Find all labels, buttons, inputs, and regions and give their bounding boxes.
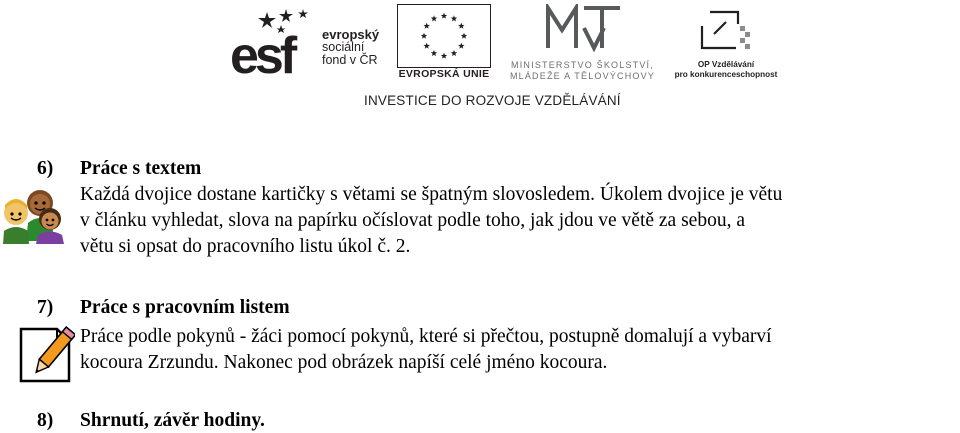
- msmt-logo: [500, 4, 665, 82]
- section-heading: [37, 410, 265, 432]
- msmt-line-1: MINISTERSTVO ŠKOLSTVÍ,: [511, 60, 654, 70]
- eu-star-icon: [431, 15, 437, 21]
- section-number: 8): [37, 410, 54, 431]
- paragraph-line: v článku vyhledat, slova na papírku očíslovat podle toho, jak jdou ve větě za sebou, a: [80, 210, 745, 231]
- eu-logo: [395, 4, 493, 82]
- section-number: 6): [37, 158, 54, 179]
- section-title: Shrnutí, závěr hodiny.: [80, 410, 265, 431]
- eu-label: EVROPSKÁ UNIE: [398, 68, 490, 80]
- op-emblem-icon: [696, 4, 754, 56]
- eu-star-icon: [458, 23, 464, 29]
- eu-star-icon: [441, 53, 447, 59]
- section-heading: [37, 297, 290, 319]
- pencil-and-paper-icon: [17, 325, 75, 385]
- esf-line-1: evropský: [322, 27, 380, 42]
- esf-line-3: fond v ČR: [322, 53, 378, 67]
- eu-star-icon: [423, 23, 429, 29]
- esf-letters: esf: [230, 27, 294, 85]
- eu-star-icon: [431, 50, 437, 56]
- section-heading: [37, 158, 201, 180]
- eu-star-icon: [461, 33, 467, 39]
- eu-star-icon: [441, 13, 447, 19]
- paragraph-line: kocoura Zrzundu. Nakonec pod obrázek napíší celé jméno kocoura.: [80, 352, 608, 373]
- eu-star-icon: [451, 15, 457, 21]
- eu-star-icon: [421, 33, 427, 39]
- esf-caption: [322, 28, 379, 67]
- logo-banner: [228, 4, 780, 84]
- eu-star-icon: [423, 43, 429, 49]
- paragraph-line: Práce podle pokynů - žáci pomocí pokynů, které si přečtou, postupně domalují a vybarví: [80, 326, 772, 347]
- eu-star-icon: [458, 43, 464, 49]
- eu-flag-icon: [397, 4, 491, 68]
- esf-logo: [228, 4, 386, 85]
- op-line-2: pro konkurenceschopnost: [674, 70, 778, 79]
- esf-line-2: sociální: [322, 40, 365, 54]
- paragraph-line: větu si opsat do pracovního listu úkol č. 2.: [80, 236, 411, 257]
- section-title: Práce s textem: [80, 158, 202, 179]
- pair-of-students-icon: [0, 183, 66, 245]
- msmt-emblem-icon: [544, 4, 624, 52]
- op-logo: [672, 4, 780, 82]
- slogan: INVESTICE DO ROZVOJE VZDĚLÁVÁNÍ: [364, 93, 621, 108]
- op-line-1: OP Vzdělávání: [697, 60, 755, 69]
- paragraph-line: Každá dvojice dostane kartičky s větami se špatným slovosledem. Úkolem dvojice je větu: [80, 184, 783, 205]
- msmt-line-2: MLÁDEŽE A TĚLOVÝCHOVY: [509, 71, 656, 81]
- eu-star-icon: [451, 50, 457, 56]
- section-title: Práce s pracovním listem: [80, 297, 290, 318]
- section-number: 7): [37, 297, 54, 318]
